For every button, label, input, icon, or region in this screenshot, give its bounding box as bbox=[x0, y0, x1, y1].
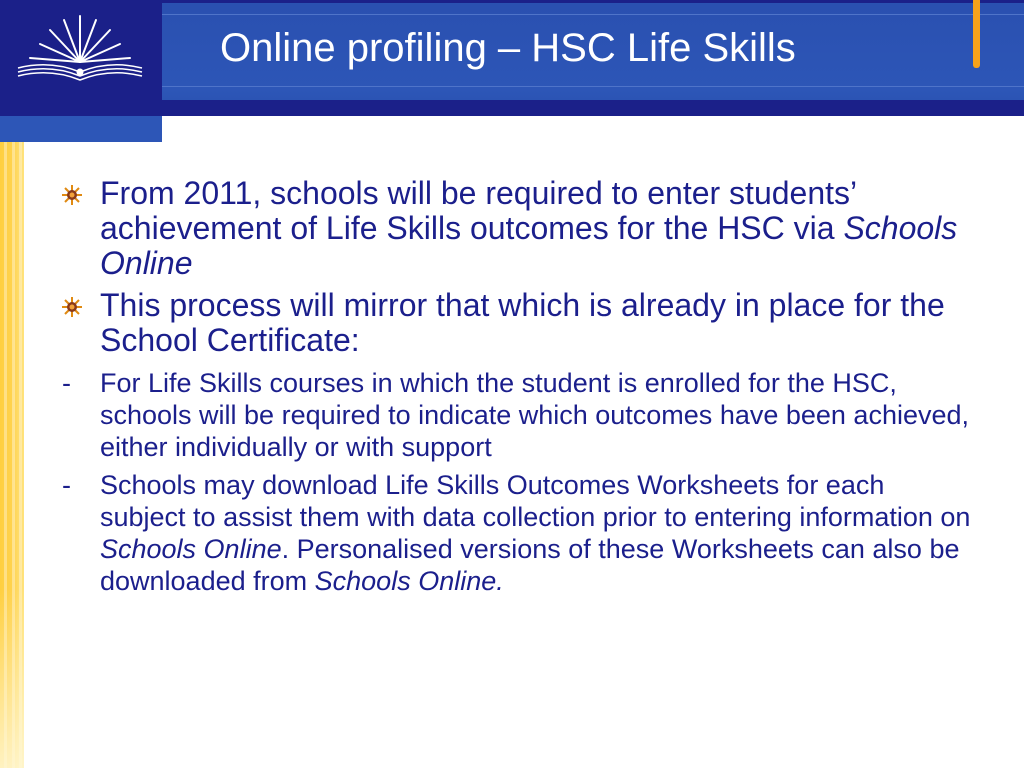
sub-item bbox=[56, 367, 976, 463]
book-sunburst-icon bbox=[0, 0, 162, 116]
title-bar-lower-rule bbox=[162, 86, 1024, 87]
title-bar-dark-band bbox=[162, 100, 1024, 116]
orange-accent-bar bbox=[973, 0, 980, 68]
sub-text-italic: Schools Online bbox=[100, 534, 282, 564]
bullet-text: From 2011, schools will be required to enter students’ achievement of Life Skills outcomes for the HSC via bbox=[100, 175, 856, 246]
title-bar-top-rule bbox=[162, 0, 1024, 3]
sun-bullet-icon bbox=[61, 184, 83, 206]
dash-marker: - bbox=[62, 470, 71, 500]
bullet-item bbox=[56, 176, 976, 281]
page-title: Online profiling – HSC Life Skills bbox=[220, 26, 796, 70]
sub-item bbox=[56, 469, 976, 597]
logo bbox=[0, 0, 162, 116]
left-blue-block bbox=[0, 116, 162, 142]
bullet-item bbox=[56, 288, 976, 358]
left-yellow-strip bbox=[0, 142, 24, 768]
sun-bullet-icon bbox=[61, 296, 83, 318]
sub-text-italic: Schools Online. bbox=[314, 566, 504, 596]
sub-text: Schools may download Life Skills Outcomes Worksheets for each subject to assist them with data collection prior to entering information on bbox=[100, 470, 971, 532]
bullet-text: This process will mirror that which is already in place for the School Certificate: bbox=[100, 287, 945, 358]
sub-text: . Personalised versions of these Worksheets can also be downloaded from bbox=[100, 534, 960, 596]
title-bar-inner-rule bbox=[162, 14, 1024, 15]
sub-text: For Life Skills courses in which the student is enrolled for the HSC, schools will be required to indicate which outcomes have been achieved, either individually or with support bbox=[100, 368, 970, 462]
dash-marker: - bbox=[62, 368, 71, 398]
slide-body bbox=[56, 176, 976, 603]
bullet-text-italic: Schools Online bbox=[100, 210, 958, 281]
